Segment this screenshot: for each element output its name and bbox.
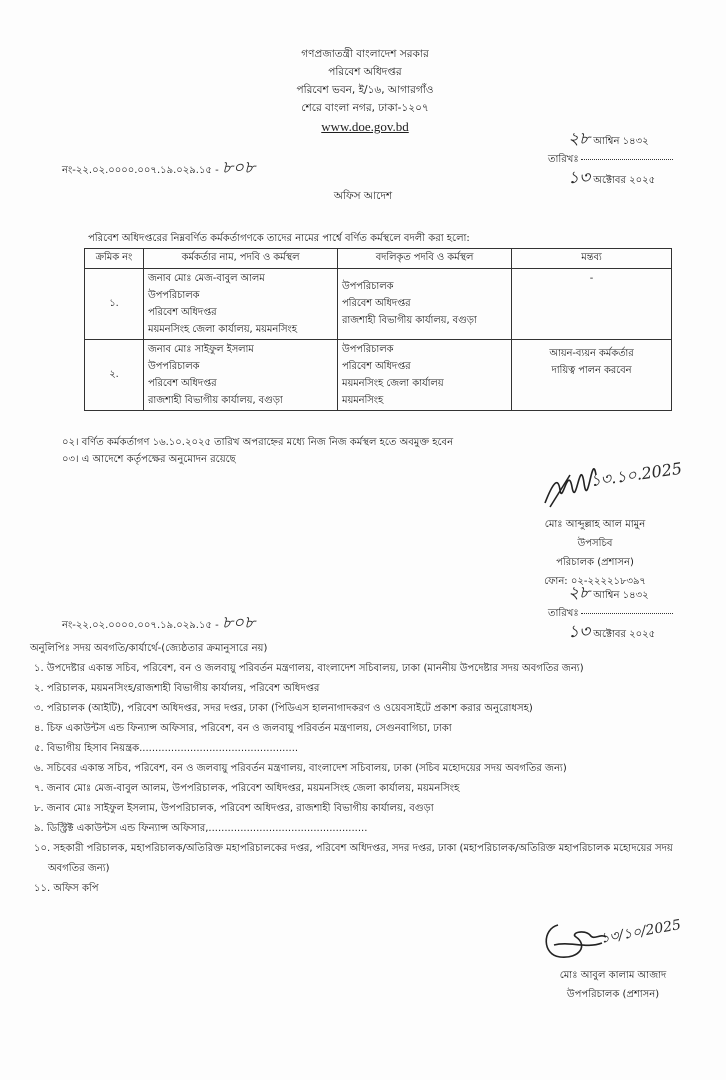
table-header-row (85, 249, 672, 269)
date-english-month-year: অক্টোবর ২০২৫ (593, 175, 656, 186)
date-bangla-month-year: আশ্বিন ১৪৩২ (593, 136, 649, 147)
row-remark (512, 269, 672, 340)
copy-item: ৫. বিভাগীয় হিসাব নিয়ন্ত্রক.................................................. (34, 743, 299, 754)
copy-item: ১. উপদেষ্টার একান্ত সচিব, পরিবেশ, বন ও জলবায়ু পরিবর্তন মন্ত্রণালয়, বাংলাদেশ সচিবালয়, ঢাকা (মাননীয় উপদেষ্টার সদয় অবগতির জন্য) (34, 663, 584, 674)
copy-item: ৭. জনাব মোঃ মেজ-বাবুল আলম, উপপরিচালক, পরিবেশ অধিদপ্তর, ময়মনসিংহ জেলা কার্যালয়, ময়মনসিংহ (34, 783, 460, 794)
transfer-designation: উপপরিচালক (342, 344, 394, 355)
letterhead-address-1: পরিবেশ ভবন, ই/১৬, আগারগাঁও (296, 84, 434, 96)
copy-item: ৬. সচিবের একান্ত সচিব, পরিবেশ, বন ও জলবায়ু পরিবর্তন মন্ত্রণালয়, বাংলাদেশ সচিবালয়, ঢাকা (সচিব মহোদয়ের সদয় অবগতির জন্য) (34, 763, 567, 774)
header-remark: মন্তব্য (512, 249, 672, 269)
header-transfer: বদলিকৃত পদবি ও কর্মস্থল (338, 249, 512, 269)
transfer-department: পরিবেশ অধিদপ্তর (342, 361, 411, 372)
signature-1-date: ১৩.১০.2025 (588, 458, 684, 491)
signature-block-2 (538, 966, 688, 1004)
signatory-designation: উপসচিব (577, 538, 613, 549)
note-item: ০২। বর্ণিত কর্মকর্তাগণ ১৬.১০.২০২৫ তারিখ অপরাহ্নের মধ্যে নিজ নিজ কর্মস্থল হতে অবমুক্ত হবেন (62, 437, 454, 448)
copy-item: ৯. ডিস্ট্রিক্ট একাউন্টস এন্ড ফিন্যান্স অফিসার,.................................................. (34, 823, 368, 834)
signatory-phone: ফোন: ০২-২২২২১৮৩৯৭ (544, 576, 646, 587)
copy-heading: অনুলিপিঃ সদয় অবগতি/কার্যার্থে-(জ্যেষ্ঠতার ক্রমানুসারে নয়) (30, 643, 268, 654)
transfer-table (84, 248, 672, 411)
memo-number-2 (62, 610, 255, 638)
row-officer (144, 269, 338, 340)
officer-name: জনাব মোঃ সাইফুল ইসলাম (148, 344, 254, 355)
signature-2-scribble (540, 915, 610, 963)
copy-item: ৮. জনাব মোঃ সাইফুল ইসলাম, উপপরিচালক, পরিবেশ অধিদপ্তর, রাজশাহী বিভাগীয় কার্যালয়, বগুড়া (34, 803, 434, 814)
signatory-name: মোঃ আবুল কালাম আজাদ (559, 970, 667, 981)
memo-handwritten-number: ৮০৮ (221, 158, 256, 178)
date-divider (581, 613, 673, 614)
date-day-bangla: ২৮ (568, 129, 591, 149)
officer-designation: উপপরিচালক (148, 290, 200, 301)
letterhead-government: গণপ্রজাতন্ত্রী বাংলাদেশ সরকার (301, 48, 429, 60)
transfer-workplace: রাজশাহী বিভাগীয় কার্যালয়, বগুড়া (342, 315, 477, 326)
date-bangla-month-year: আশ্বিন ১৪৩২ (593, 590, 649, 601)
signatory-designation: উপপরিচালক (প্রশাসন) (566, 989, 660, 1000)
date-day-english: ১৩ (568, 622, 591, 642)
remark-text: - (589, 273, 594, 284)
table-row (85, 340, 672, 411)
intro-text: পরিবেশ অধিদপ্তরের নিম্নবর্ণিত কর্মকর্তাগণকে তাদের নামের পার্শ্বে বর্ণিত কর্মস্থলে বদলী করা হলো: (88, 233, 470, 244)
copy-list (30, 639, 700, 899)
copy-item: ১১. অফিস কপি (34, 883, 99, 894)
date-day-bangla: ২৮ (568, 583, 591, 603)
signatory-name: মোঃ আব্দুল্লাহ আল মামুন (544, 519, 646, 530)
memo-number-text: নং-২২.০২.০০০০.০০৭.১৯.০২৯.১৫ - (62, 165, 219, 176)
officer-department: পরিবেশ অধিদপ্তর (148, 378, 217, 389)
header-serial: ক্রমিক নং (85, 249, 144, 269)
row-remark (512, 340, 672, 411)
copy-item: ১০. সহকারী পরিচালক, মহাপরিচালক/অতিরিক্ত মহাপরিচালকের দপ্তর, পরিবেশ অধিদপ্তর, সদর দপ্তর, ঢাকা (মহাপরিচালক/অতিরিক্ত মহাপরিচালক মহোদয়ের সদয় অবগতির জন্য) (34, 843, 673, 874)
officer-workplace: রাজশাহী বিভাগীয় কার্যালয়, বগুড়া (148, 395, 283, 406)
memo-date-2 (548, 584, 718, 644)
signature-2-date: ১৩/১০/2025 (599, 917, 683, 947)
date-label: তারিখঃ (548, 608, 579, 619)
order-notes (62, 434, 453, 468)
copy-item: ৩. পরিচালক (আইটি), পরিবেশ অধিদপ্তর, সদর দপ্তর, ঢাকা (পিডিএস হালনাগাদকরণ ও ওয়েবসাইটে প্রকাশ করার অনুরোধসহ) (34, 703, 533, 714)
row-transfer (338, 269, 512, 340)
row-officer (144, 340, 338, 411)
officer-workplace: ময়মনসিংহ জেলা কার্যালয়, ময়মনসিংহ (148, 324, 297, 335)
copy-item: ২. পরিচালক, ময়মনসিংহ/রাজশাহী বিভাগীয় কার্যালয়, পরিবেশ অধিদপ্তর (34, 683, 320, 694)
transfer-workplace: ময়মনসিংহ জেলা কার্যালয় (342, 378, 444, 389)
memo-date (548, 130, 718, 190)
row-serial: ২. (85, 340, 144, 411)
date-divider (581, 159, 673, 160)
signature-block-1 (520, 515, 670, 591)
letterhead-address-2: শেরে বাংলা নগর, ঢাকা-১২০৭ (301, 102, 429, 114)
transfer-designation: উপপরিচালক (342, 281, 394, 292)
copy-item: ৪. চিফ একাউন্টস এন্ড ফিন্যান্স অফিসার, পরিবেশ, বন ও জলবায়ু পরিবর্তন মন্ত্রণালয়, সেগুনবাগিচা, ঢাকা (34, 723, 452, 734)
date-day-english: ১৩ (568, 168, 591, 188)
officer-designation: উপপরিচালক (148, 361, 200, 372)
header-officer: কর্মকর্তার নাম, পদবি ও কর্মস্থল (144, 249, 338, 269)
memo-number-text: নং-২২.০২.০০০০.০০৭.১৯.০২৯.১৫ - (62, 620, 219, 631)
date-label: তারিখঃ (548, 154, 579, 165)
date-english-month-year: অক্টোবর ২০২৫ (593, 629, 656, 640)
signatory-role: পরিচালক (প্রশাসন) (556, 557, 634, 568)
transfer-city: ময়মনসিংহ (342, 395, 384, 406)
website-link[interactable]: www.doe.gov.bd (321, 119, 409, 134)
letterhead-department: পরিবেশ অধিদপ্তর (328, 66, 402, 78)
memo-number (62, 155, 255, 183)
remark-text: আয়ন-ব্যয়ন কর্মকর্তার (549, 348, 634, 359)
note-item: ০৩। এ আদেশে কর্তৃপক্ষের অনুমোদন রয়েছে (62, 454, 236, 465)
row-serial: ১. (85, 269, 144, 340)
transfer-department: পরিবেশ অধিদপ্তর (342, 298, 411, 309)
table-row (85, 269, 672, 340)
row-transfer (338, 340, 512, 411)
remark-text: দায়িত্ব পালন করবেন (551, 365, 632, 376)
document-title: অফিস আদেশ (333, 190, 393, 202)
officer-name: জনাব মোঃ মেজ-বাবুল আলম (148, 273, 265, 284)
officer-department: পরিবেশ অধিদপ্তর (148, 307, 217, 318)
memo-handwritten-number: ৮০৮ (221, 613, 256, 633)
letterhead (200, 45, 530, 136)
